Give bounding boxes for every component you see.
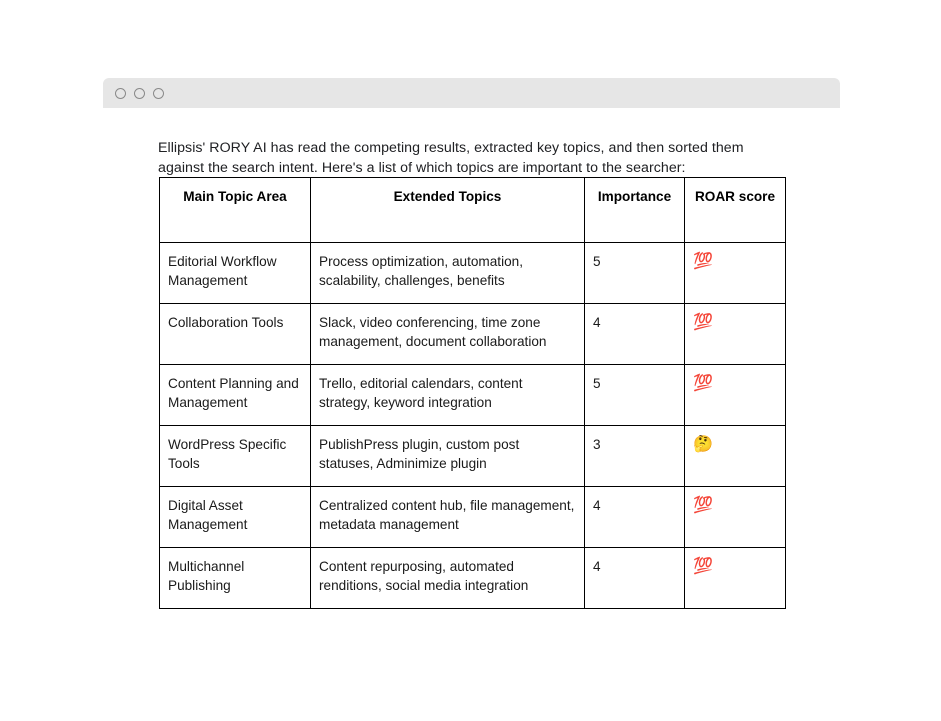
cell-roar-score <box>685 243 786 304</box>
cell-importance: 5 <box>585 365 685 426</box>
column-header-roar-score: ROAR score <box>685 178 786 243</box>
table-row <box>160 304 786 365</box>
table-body <box>160 243 786 609</box>
cell-importance: 4 <box>585 487 685 548</box>
topics-table <box>159 177 786 609</box>
window-title-bar <box>103 78 840 108</box>
table-row <box>160 487 786 548</box>
thinking-face-emoji: 🤔 <box>693 436 713 453</box>
table-row <box>160 548 786 609</box>
column-header-extended-topics: Extended Topics <box>311 178 585 243</box>
cell-extended-topics: PublishPress plugin, custom post statuses, Adminimize plugin <box>311 426 585 487</box>
column-header-main-topic-area: Main Topic Area <box>160 178 311 243</box>
table-row <box>160 426 786 487</box>
hundred-points-emoji: 💯 <box>693 497 713 514</box>
window-dot-minimize-icon[interactable] <box>134 88 145 99</box>
cell-main-topic-area: Multichannel Publishing <box>160 548 311 609</box>
cell-importance: 3 <box>585 426 685 487</box>
cell-main-topic-area: Editorial Workflow Management <box>160 243 311 304</box>
hundred-points-emoji: 💯 <box>693 375 713 392</box>
cell-roar-score <box>685 365 786 426</box>
cell-roar-score <box>685 548 786 609</box>
cell-importance: 5 <box>585 243 685 304</box>
cell-main-topic-area: Content Planning and Management <box>160 365 311 426</box>
window-dot-maximize-icon[interactable] <box>153 88 164 99</box>
cell-importance: 4 <box>585 548 685 609</box>
cell-extended-topics: Trello, editorial calendars, content strategy, keyword integration <box>311 365 585 426</box>
cell-extended-topics: Process optimization, automation, scalability, challenges, benefits <box>311 243 585 304</box>
table-header-row <box>160 178 786 243</box>
cell-main-topic-area: Digital Asset Management <box>160 487 311 548</box>
hundred-points-emoji: 💯 <box>693 558 713 575</box>
cell-main-topic-area: Collaboration Tools <box>160 304 311 365</box>
cell-extended-topics: Centralized content hub, file management, metadata management <box>311 487 585 548</box>
cell-roar-score <box>685 426 786 487</box>
cell-roar-score <box>685 487 786 548</box>
cell-roar-score <box>685 304 786 365</box>
table-header <box>160 178 786 243</box>
hundred-points-emoji: 💯 <box>693 314 713 331</box>
hundred-points-emoji: 💯 <box>693 253 713 270</box>
column-header-importance: Importance <box>585 178 685 243</box>
cell-main-topic-area: WordPress Specific Tools <box>160 426 311 487</box>
window-dot-close-icon[interactable] <box>115 88 126 99</box>
cell-extended-topics: Slack, video conferencing, time zone management, document collaboration <box>311 304 585 365</box>
cell-importance: 4 <box>585 304 685 365</box>
table-row <box>160 243 786 304</box>
cell-extended-topics: Content repurposing, automated renditions, social media integration <box>311 548 585 609</box>
table-row <box>160 365 786 426</box>
intro-paragraph: Ellipsis' RORY AI has read the competing results, extracted key topics, and then sorted them against the search intent. Here's a list of which topics are important to the searcher: <box>158 140 744 177</box>
